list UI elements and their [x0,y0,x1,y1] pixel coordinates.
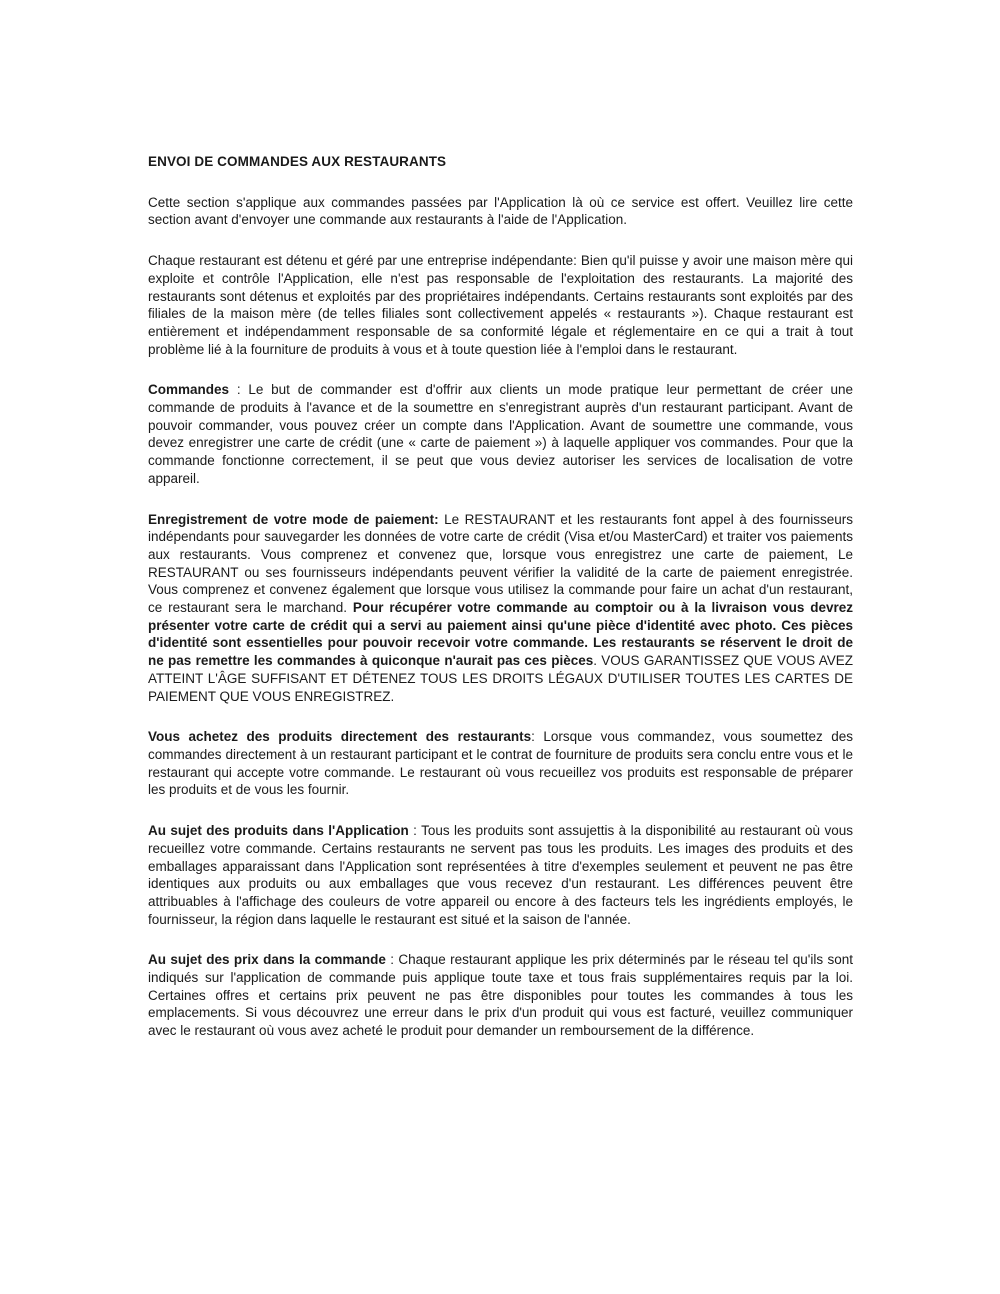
paragraph [148,252,853,358]
text-run: : Tous les produits sont assujettis à la disponibilité au restaurant où vous recueillez votre commande. Certains restaurants ne servent pas tous les produits. Les images des produits et des emballages apparaissant dans l'Application sont représentées à titre d'exemples seulement et peuvent ne pas être identiques aux produits ou aux emballages que vous recevez d'un restaurant. Les différences peuvent être attribuables à l'affichage des couleurs de votre appareil ou encore à des facteurs tels les ingrédients employés, le fournisseur, la région dans laquelle le restaurant est situé et la saison de l'année. [148,823,853,927]
bold-run: Enregistrement de votre mode de paiement: [148,511,439,527]
document-title: ENVOI DE COMMANDES AUX RESTAURANTS [148,154,447,169]
bold-run: Commandes [148,382,230,398]
paragraph [148,822,853,928]
bold-run: Au sujet des prix dans la commande [148,952,386,968]
text-run: . VOUS GARANTISSEZ QUE VOUS AVEZ ATTEINT L'ÂGE SUFFISANT ET DÉTENEZ TOUS LES DROITS LÉGAUX D'UTILISER TOUTES LES CARTES DE PAIEMENT QUE VOUS ENREGISTREZ. [148,653,853,704]
paragraph [148,511,853,706]
text-run: Le RESTAURANT et les restaurants font appel à des fournisseurs indépendants pour sauvegarder les données de votre carte de crédit (Visa et/ou MasterCard) et traiter vos paiements aux restaurants. Vous comprenez et convenez que, lorsque vous enregistrez une carte de paiement, Le RESTAURANT ou ses fournisseurs indépendants peuvent vérifier la validité de la carte de paiement enregistrée. Vous comprenez et convenez également que lorsque vous utilisez la commande pour faire un achat d'un restaurant, ce restaurant sera le marchand. [148,511,853,616]
text-run: Cette section s'applique aux commandes passées par l'Application là où ce service est offert. Veuillez lire cette section avant d'envoyer une commande aux restaurants à l'aide de l'Application. [148,194,853,228]
paragraph [148,951,853,1040]
document-content [148,153,853,1040]
text-run: : Le but de commander est d'offrir aux clients un mode pratique leur permettant de créer une commande de produits à l'avance et de la soumettre en s'enregistrant auprès d'un restaurant participant. Avant de pouvoir commander, vous pouvez créer un compte dans l'Application. Avant de soumettre une commande, vous devez enregistrer une carte de crédit (une « carte de paiement ») à laquelle appliquer vos commandes. Pour que la commande fonctionne correctement, il se peut que vous deviez autoriser les services de localisation de votre appareil. [148,382,853,486]
bold-run: Pour récupérer votre commande au comptoir ou à la livraison vous devrez présenter votre carte de crédit qui a servi au paiement ainsi qu'une pièce d'identité avec photo. Ces pièces d'identité sont essentielles pour pouvoir recevoir votre commande. Les restaurants se réservent le droit de ne pas remettre les commandes à quiconque n'aurait pas ces pièces [148,600,853,669]
text-run: : Lorsque vous commandez, vous soumettez des commandes directement à un restaurant participant et le contrat de fourniture de produits sera conclu entre vous et le restaurant qui accepte votre commande. Le restaurant où vous recueillez vos produits est responsable de préparer les produits et de vous les fournir. [148,729,854,798]
bold-run: Vous achetez des produits directement des restaurants [148,729,532,745]
document-body [148,194,853,1040]
text-run: Chaque restaurant est détenu et géré par une entreprise indépendante: Bien qu'il puisse y avoir une maison mère qui exploite et contrôle l'Application, elle n'est pas responsable de l'exploitation des restaurants. La majorité des restaurants sont détenus et exploités par des propriétaires indépendants. Certains restaurants sont exploités par des filiales de la maison mère (de telles filiales sont collectivement appelés « restaurants »). Chaque restaurant est entièrement et indépendamment responsable de sa conformité légale et réglementaire en ce qui a trait à tout problème lié à la fourniture de produits à vous et à toute question liée à l'emploi dans le restaurant. [148,253,853,357]
paragraph [148,381,853,487]
paragraph [148,728,853,799]
bold-run: Au sujet des produits dans l'Application [148,823,409,839]
text-run: : Chaque restaurant applique les prix déterminés par le réseau tel qu'ils sont indiqués sur l'application de commande puis applique toute taxe et tous frais supplémentaires requis par la loi. Certaines offres et certains prix peuvent ne pas être disponibles pour toutes les commandes à tous les emplacements. Si vous découvrez une erreur dans le prix d'un produit qui vous est facturé, veuillez communiquer avec le restaurant où vous avez acheté le produit pour demander un remboursement de la différence. [148,952,853,1039]
paragraph [148,194,853,229]
